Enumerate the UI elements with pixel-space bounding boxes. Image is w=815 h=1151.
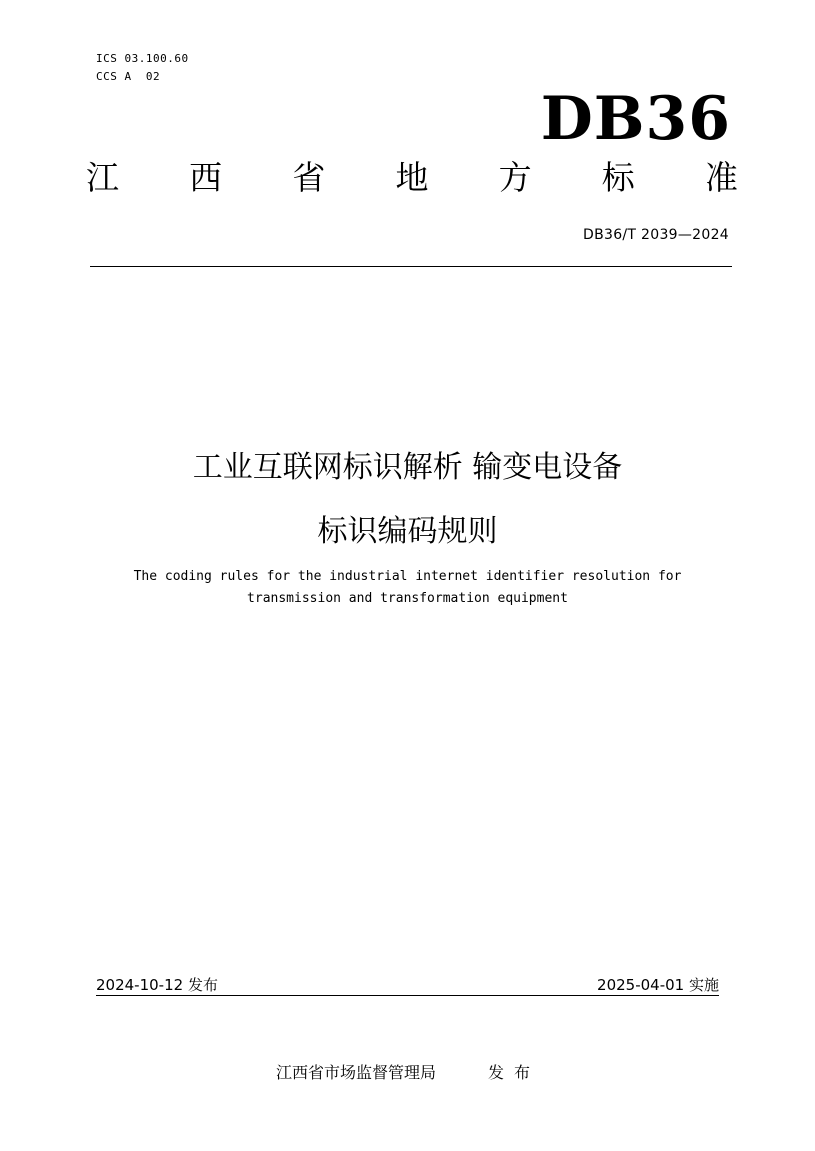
title-en-line1: The coding rules for the industrial internet identifier resolution for <box>133 569 682 584</box>
implement-date: 2025-04-01 实施 <box>597 976 719 994</box>
province-title-char: 省 <box>292 158 326 197</box>
province-title-char: 西 <box>189 158 223 197</box>
title-en <box>0 566 815 610</box>
dates-row <box>96 975 719 995</box>
province-title-char: 江 <box>86 158 119 197</box>
ics-code: ICS 03.100.60 <box>96 52 189 65</box>
footer-divider <box>96 995 719 996</box>
classification-codes <box>96 50 189 86</box>
title-cn-line2: 标识编码规则 <box>317 514 498 549</box>
province-title-char: 方 <box>498 158 532 197</box>
province-title-char: 标 <box>601 158 635 197</box>
title-en-line2: transmission and transformation equipment <box>247 591 568 606</box>
issue-date: 2024-10-12 发布 <box>96 976 218 994</box>
standard-number: DB36/T 2039—2024 <box>583 227 729 243</box>
province-title-char: 准 <box>704 158 738 197</box>
issuer <box>276 1062 540 1084</box>
issuer-action: 发布 <box>488 1063 541 1082</box>
header-divider <box>90 266 732 267</box>
province-title-char: 地 <box>395 158 429 197</box>
issuer-name: 江西省市场监督管理局 <box>276 1063 437 1082</box>
province-standard-title <box>86 156 738 200</box>
db-code-logo: DB36 <box>540 84 731 154</box>
ccs-code: CCS A 02 <box>96 70 161 83</box>
title-cn-line1: 工业互联网标识解析 输变电设备 <box>192 450 623 485</box>
